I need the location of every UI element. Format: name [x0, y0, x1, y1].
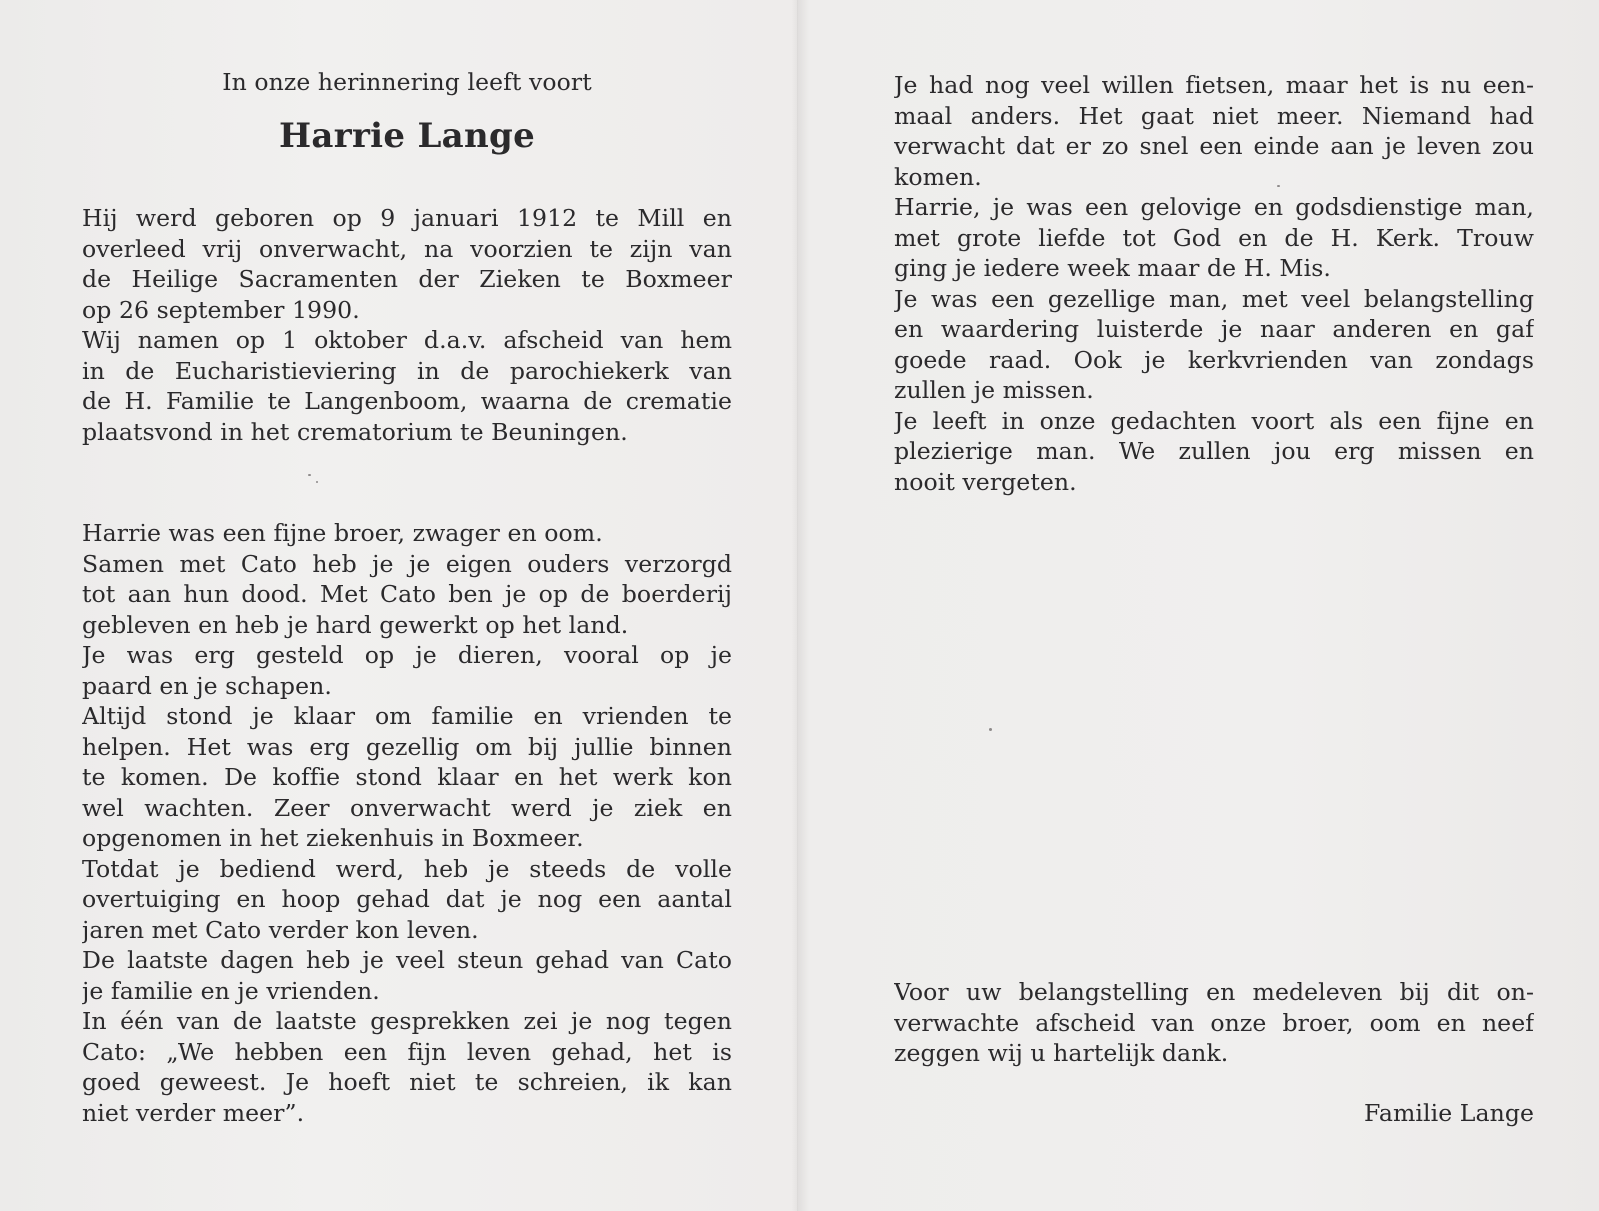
text-line: te komen. De koffie stond klaar en het werk kon [82, 763, 732, 791]
text-line: goed geweest. Je hoeft niet te schreien, ik kan [82, 1068, 732, 1096]
card-fold [797, 0, 799, 1211]
text-line: niet verder meer”. [82, 1098, 305, 1127]
memory-paragraph [894, 70, 1534, 497]
text-line: Harrie, je was een gelovige en godsdienstige man, [894, 193, 1534, 221]
text-line: met grote liefde tot God en de H. Kerk. Trouw [894, 223, 1534, 252]
text-line: Je was erg gesteld op je dieren, vooral op je [82, 641, 732, 669]
text-line: de H. Familie te Langenboom, waarna de crematie [82, 387, 732, 415]
text-line: Altijd stond je klaar om familie en vrienden te [82, 702, 732, 730]
intro-line: In onze herinnering leeft voort [222, 68, 592, 96]
text-line: Je had nog veel willen fietsen, maar het is nu een- [894, 71, 1534, 99]
text-line: de Heilige Sacramenten der Zieken te Boxmeer [82, 265, 732, 293]
text-line: wel wachten. Zeer onverwacht werd je ziek en [82, 793, 732, 822]
family-signature [894, 1098, 1534, 1129]
text-line: verwachte afscheid van onze broer, oom en neef [894, 1008, 1534, 1037]
deceased-name: Harrie Lange [278, 116, 536, 156]
text-line: zeggen wij u hartelijk dank. [894, 1039, 1229, 1067]
text-line: overleed vrij onverwacht, na voorzien te zijn van [82, 234, 732, 263]
text-line: Cato: „We hebben een fijn leven gehad, het is [82, 1037, 732, 1066]
text-line: nooit vergeten. [894, 467, 1077, 496]
text-line: De laatste dagen heb je veel steun gehad van Cato [82, 946, 732, 974]
text-line: ging je iedere week maar de H. Mis. [894, 254, 1331, 282]
text-line: helpen. Het was erg gezellig om bij jullie binnen [82, 732, 732, 761]
text-line: je familie en je vrienden. [82, 976, 380, 1005]
text-line: opgenomen in het ziekenhuis in Boxmeer. [82, 824, 584, 852]
print-speck [989, 728, 992, 731]
text-line: en waardering luisterde je naar anderen en gaf [894, 315, 1534, 343]
biography-paragraph [82, 203, 732, 447]
text-line: zullen je missen. [894, 376, 1094, 404]
text-line: Je leeft in onze gedachten voort als een fijne en [894, 406, 1534, 435]
story-paragraph [82, 518, 732, 1128]
text-line: goede raad. Ook je kerkvrienden van zondags [894, 345, 1534, 374]
text-line: Hij werd geboren op 9 januari 1912 te Mill en [82, 204, 732, 232]
text-line: Wij namen op 1 oktober d.a.v. afscheid van hem [82, 326, 732, 354]
print-speck [308, 474, 311, 476]
text-line: paard en je schapen. [82, 671, 332, 700]
text-line: Voor uw belangstelling en medeleven bij dit on- [894, 978, 1534, 1006]
text-line: plaatsvond in het crematorium te Beuningen. [82, 417, 628, 446]
print-speck [316, 481, 318, 483]
text-line: Harrie was een fijne broer, zwager en oom. [82, 519, 603, 547]
text-line: Samen met Cato heb je je eigen ouders verzorgd [82, 549, 732, 578]
text-line: In één van de laatste gesprekken zei je nog tegen [82, 1007, 732, 1035]
thanks-paragraph [894, 977, 1534, 1069]
signature-text: Familie Lange [1364, 1099, 1534, 1127]
text-line: komen. [894, 162, 982, 191]
text-line: op 26 september 1990. [82, 295, 360, 324]
text-line: Je was een gezellige man, met veel belangstelling [894, 284, 1534, 313]
text-line: in de Eucharistieviering in de parochiekerk van [82, 356, 732, 385]
text-line: plezierige man. We zullen jou erg missen en [894, 437, 1534, 465]
text-line: gebleven en heb je hard gewerkt op het land. [82, 610, 629, 639]
text-line: overtuiging en hoop gehad dat je nog een aantal [82, 885, 732, 913]
print-speck [1277, 185, 1280, 187]
text-line: verwacht dat er zo snel een einde aan je leven zou [894, 132, 1534, 160]
text-line: jaren met Cato verder kon leven. [82, 915, 479, 944]
text-line: tot aan hun dood. Met Cato ben je op de boerderij [82, 580, 732, 608]
text-line: Totdat je bediend werd, heb je steeds de volle [82, 854, 732, 883]
text-line: maal anders. Het gaat niet meer. Niemand had [894, 101, 1534, 130]
